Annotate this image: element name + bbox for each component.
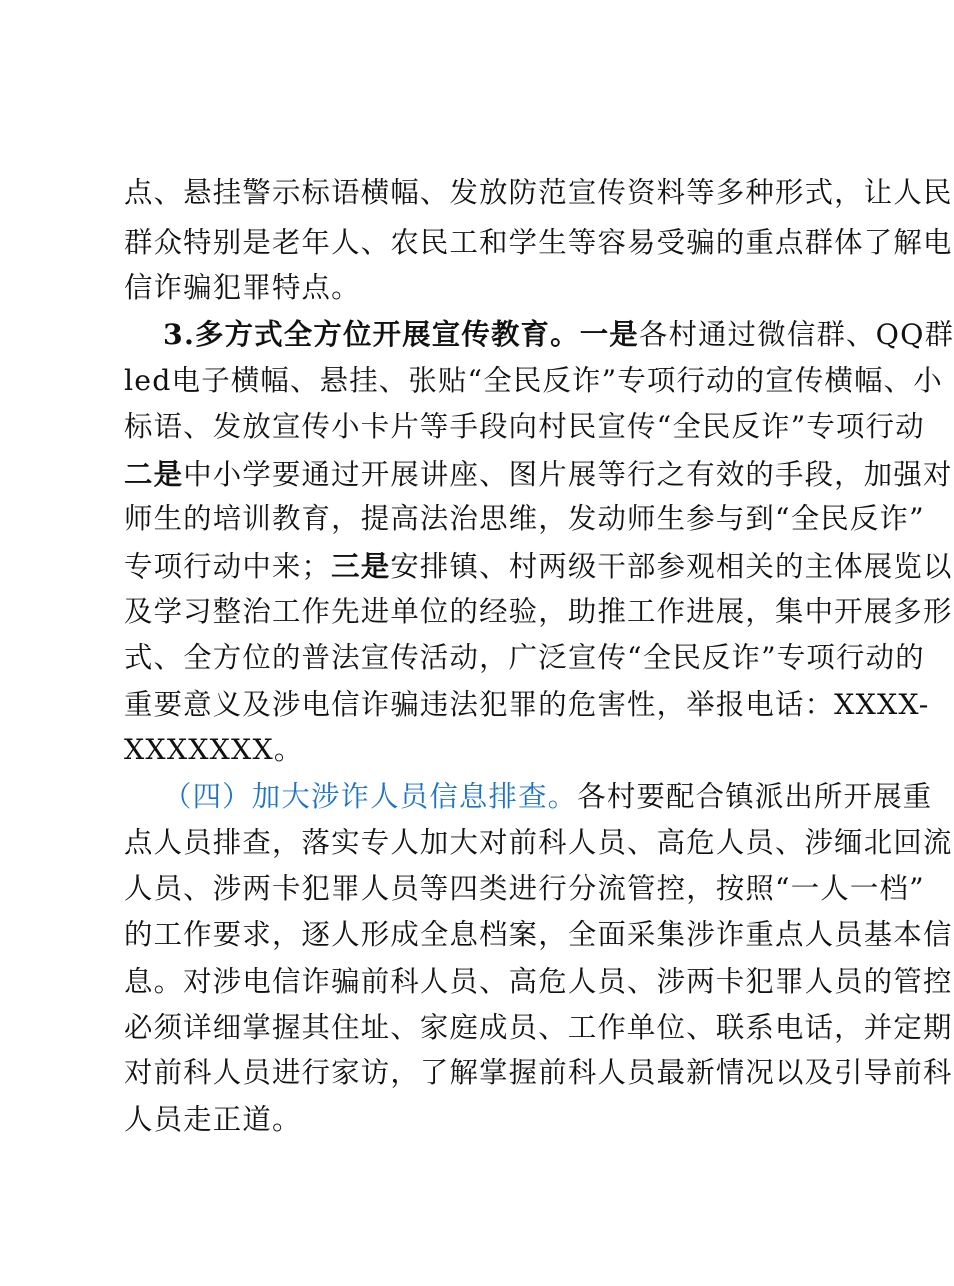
text-segment: 专项行动中来； [124,550,332,583]
text-segment: 人员、涉两卡犯罪人员等四类进行分流管控，按照“一人一档” [124,872,925,905]
text-line [124,1051,953,1095]
text-line [124,867,925,911]
text-segment: XXXXXXX。 [124,733,304,766]
text-segment: 式、全方位的普法宣传活动，广泛宣传“全民反诈”专项行动的 [124,641,925,674]
text-line [124,960,953,1004]
text-segment: 标语、发放宣传小卡片等手段向村民宣传“全民反诈”专项行动 [124,410,925,443]
text-segment: 安排镇、村两级干部参观相关的主体展览以 [390,550,953,583]
text-segment: 必须详细掌握其住址、家庭成员、工作单位、联系电话，并定期 [124,1011,953,1044]
text-line [124,728,804,772]
text-segment: 各村要配合镇派出所开展重 [577,780,933,813]
text-segment: 人员走正道。 [124,1103,302,1136]
text-segment: 师生的培训教育，提高法治思维，发动师生参与到“全民反诈” [124,502,925,535]
text-line [124,821,953,865]
text-line [124,452,953,496]
text-segment: 信诈骗犯罪特点。 [124,271,361,304]
text-line [124,590,953,634]
emphasis-label: 二是 [124,457,184,491]
text-line [124,1098,804,1142]
text-line [124,683,930,727]
text-line [124,1006,953,1050]
text-segment: 点人员排查，落实专人加大对前科人员、高危人员、涉缅北回流 [124,826,953,859]
text-segment: led电子横幅、悬挂、张贴“全民反诈”专项行动的宣传横幅、小 [124,364,943,397]
text-segment: 对前科人员进行家访，了解掌握前科人员最新情况以及引导前科 [124,1056,953,1089]
text-segment: 各村通过微信群、QQ群 [638,318,954,351]
text-line [124,405,925,449]
text-line [124,497,925,541]
text-segment: 重要意义及涉电信诈骗违法犯罪的危害性，举报电话：XXXX- [124,688,930,721]
section-heading: （四）加大涉诈人员信息排查。 [163,780,578,813]
text-line [124,171,953,215]
item-heading: 3.多方式全方位开展宣传教育。 [163,317,580,351]
text-line [163,775,933,819]
text-segment: 中小学要通过开展讲座、图片展等行之有效的手段，加强对 [183,458,953,491]
text-segment: 群众特别是老年人、农民工和学生等容易受骗的重点群体了解电 [124,226,953,259]
text-line [124,221,953,265]
text-segment: 点、悬挂警示标语横幅、发放防范宣传资料等多种形式，让人民 [124,176,953,209]
text-segment: 的工作要求，逐人形成全息档案，全面采集涉诈重点人员基本信 [124,918,953,951]
emphasis-label: 一是 [579,317,639,351]
text-segment: 息。对涉电信诈骗前科人员、高危人员、涉两卡犯罪人员的管控 [124,965,953,998]
text-line [124,359,943,403]
text-segment: 及学习整治工作先进单位的经验，助推工作进展，集中开展多形 [124,595,953,628]
text-line [163,312,954,356]
emphasis-label: 三是 [331,549,391,583]
text-line [124,913,953,957]
text-line [124,636,925,680]
text-line [124,266,804,310]
text-line [124,544,953,588]
